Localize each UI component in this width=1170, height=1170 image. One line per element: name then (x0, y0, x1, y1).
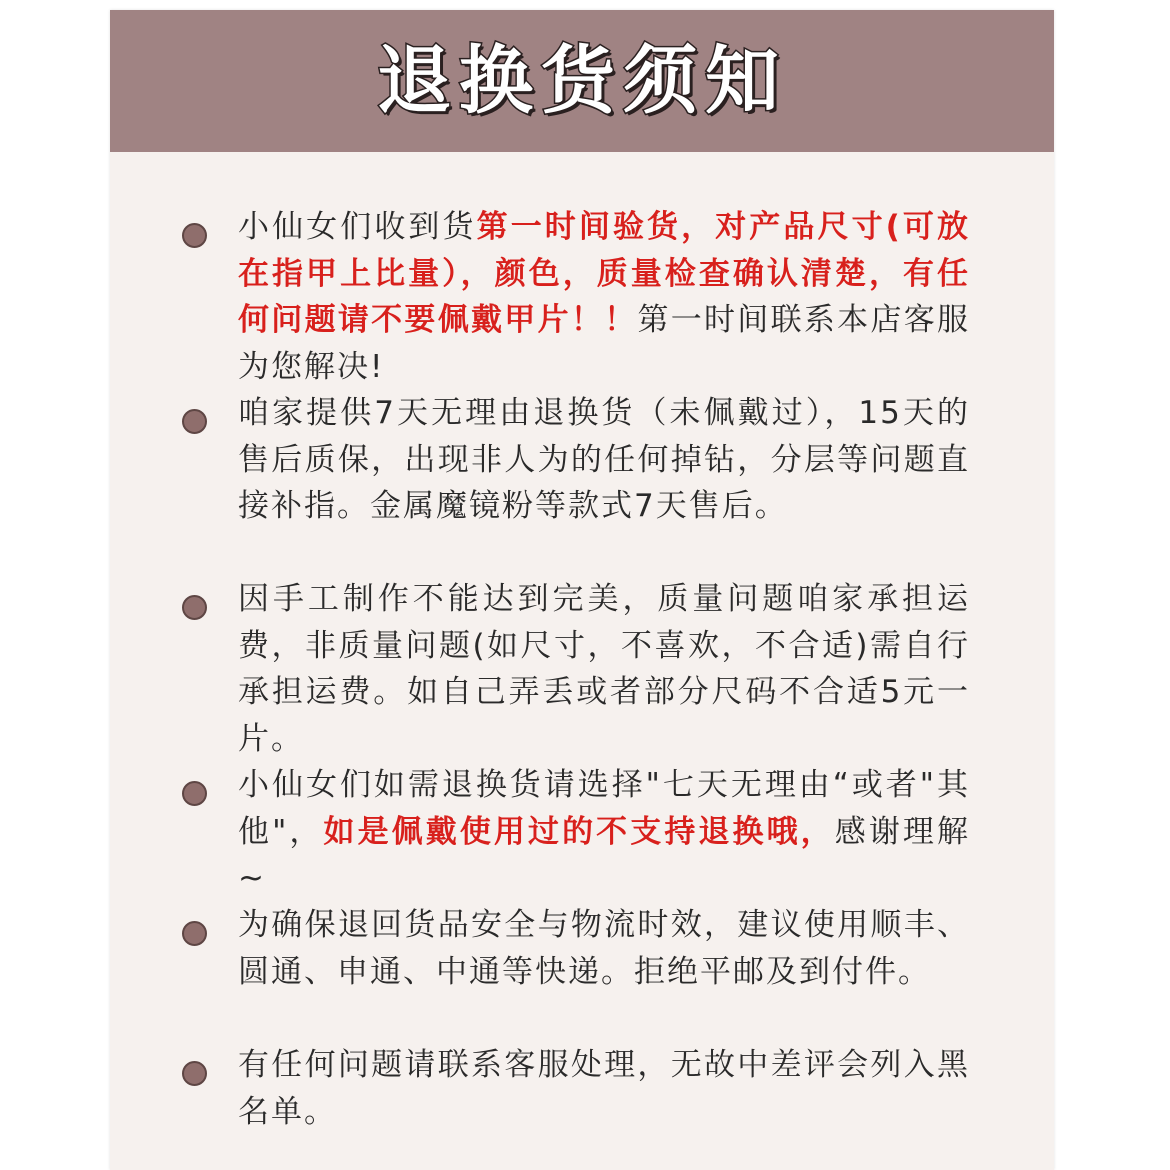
item-text: 因手工制作不能达到完美，质量问题咱家承担运费，非质量问题(如尺寸，不喜欢，不合适)需自行承担运费。如自己弄丢或者部分尺码不合适5元一片。 (238, 581, 970, 757)
bullet-icon (182, 921, 207, 946)
bullet-icon (182, 223, 207, 248)
bullet-icon (182, 1061, 207, 1086)
title-banner (110, 10, 1054, 152)
item-text-highlight: 如是佩戴使用过的不支持退换哦， (323, 813, 835, 850)
notice-card (110, 10, 1054, 1170)
item-text: 有任何问题请联系客服处理，无故中差评会列入黑名单。 (238, 1047, 970, 1130)
item-text: 为确保退回货品安全与物流时效，建议使用顺丰、圆通、申通、中通等快递。拒绝平邮及到付件。 (238, 907, 970, 990)
item-text-segment: 第一时间联系本店客服为您解决! (238, 302, 971, 385)
item-text (238, 204, 970, 390)
item-text: 咱家提供7天无理由退换货（未佩戴过），15天的售后质保，出现非人为的任何掉钻，分层等问题直接补指。金属魔镜粉等款式7天售后。 (238, 395, 970, 524)
item-text-highlight: 第一时间验货，对产品尺寸(可放在指甲上比量），颜色，质量检查确认清楚，有任何问题请不要佩戴甲片！！ (238, 209, 970, 338)
bullet-icon (182, 781, 207, 806)
item-text (238, 762, 970, 902)
bullet-icon (182, 595, 207, 620)
item-text-segment: 小仙女们收到货 (238, 209, 477, 245)
page-title: 退换货须知 (377, 38, 787, 124)
item-text-segment: 感谢理解~ (238, 813, 971, 896)
item-text-segment: 小仙女们如需退换货请选择"七天无理由“或者"其他"， (238, 767, 970, 850)
bullet-icon (182, 409, 207, 434)
